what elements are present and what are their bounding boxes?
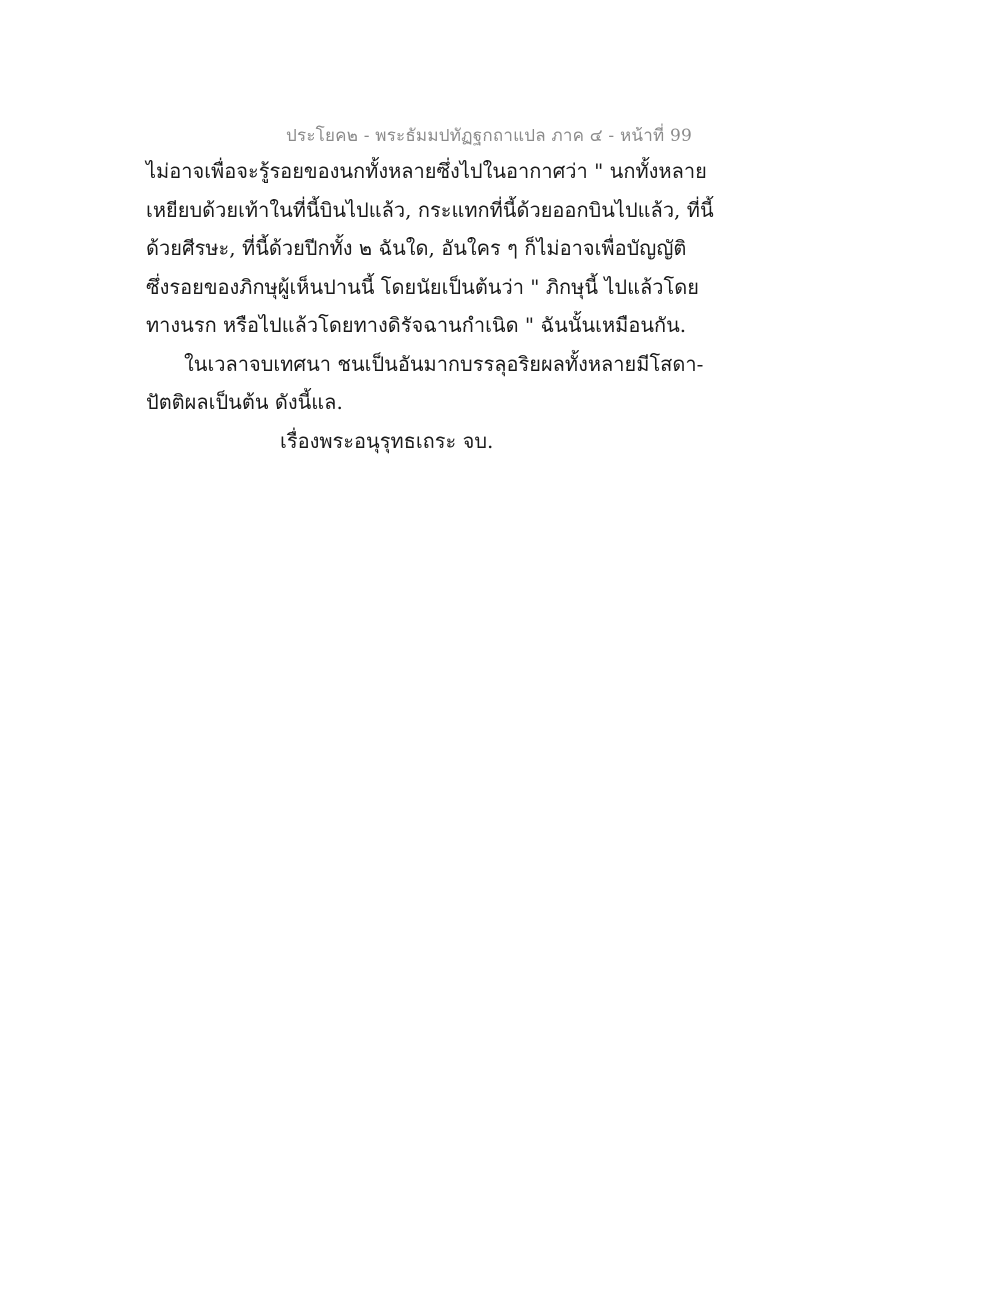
text-line: ด้วยศีรษะ, ที่นี้ด้วยปีกทั้ง ๒ ฉันใด, อันใคร ๆ ก็ไม่อาจเพื่อบัญญัติ [146, 236, 687, 260]
text-line: เหยียบด้วยเท้าในที่นี้บินไปแล้ว, กระแทกที่นี้ด้วยออกบินไปแล้ว, ที่นี้ [146, 197, 714, 222]
text-line: ซึ่งรอยของภิกษุผู้เห็นปานนี้ โดยนัยเป็นต้นว่า " ภิกษุนี้ ไปแล้วโดย [146, 274, 699, 299]
story-ending-line: เรื่องพระอนุรุทธเถระ จบ. [280, 428, 494, 453]
body-text [146, 152, 714, 460]
text-line: ทางนรก หรือไปแล้วโดยทางดิรัจฉานกำเนิด " ฉันนั้นเหมือนกัน. [146, 313, 687, 337]
paragraph-start-line: ในเวลาจบเทศนา ชนเป็นอันมากบรรลุอริยผลทั้งหลายมีโสดา- [184, 351, 704, 376]
text-line: ปัตติผลเป็นต้น ดังนี้แล. [146, 390, 343, 414]
running-header: ประโยค๒ - พระธัมมปทัฏฐกถาแปล ภาค ๔ - หน้าที่ 99 [286, 126, 692, 146]
text-line: ไม่อาจเพื่อจะรู้รอยของนกทั้งหลายซึ่งไปในอากาศว่า " นกทั้งหลาย [146, 159, 707, 183]
